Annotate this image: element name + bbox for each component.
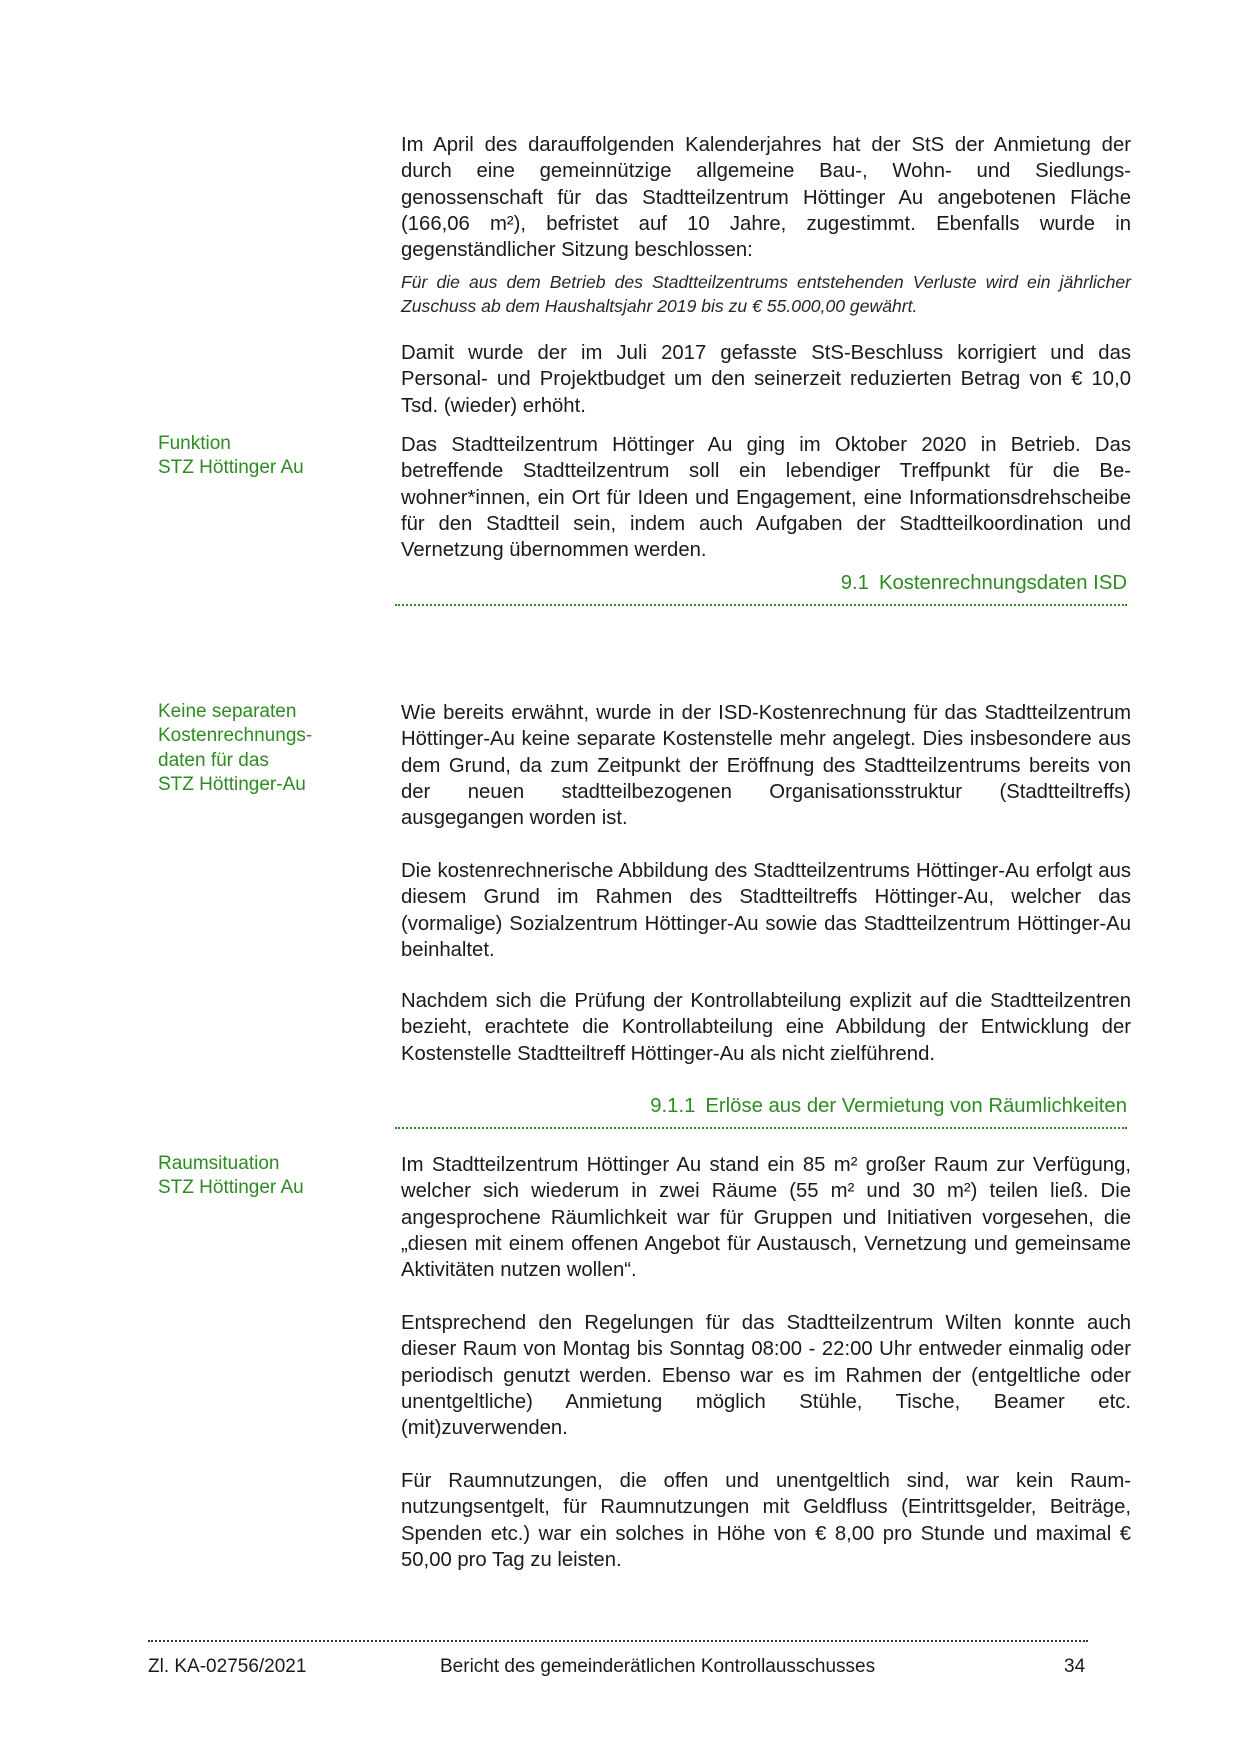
section-heading-9-1-1	[395, 1093, 1127, 1129]
section-title: Erlöse aus der Vermietung von Räumlichkeiten	[705, 1095, 1127, 1117]
margin-note-line: STZ Höttinger Au	[158, 1177, 304, 1199]
margin-note-kostenrechnung	[158, 700, 358, 798]
paragraph-entgelt: Für Raumnutzungen, die offen und unentgeltlich sind, war kein Raumnutzungsentgelt, für Raumnutzungen mit Geldfluss (Eintrittsgelder, Beiträge, Spenden etc.) war ein solches in Höhe von € 8,00 pro Stunde und maximal € 50,00 pro Tag zu leisten.	[401, 1470, 1131, 1571]
footer-reference: Zl. KA-02756/2021	[148, 1656, 307, 1677]
margin-note-line: STZ Höttinger-Au	[158, 774, 306, 796]
margin-note-line: Kostenrechnungs-	[158, 725, 313, 747]
margin-note-line: Raumsituation	[158, 1153, 280, 1174]
section-number: 9.1	[840, 572, 869, 594]
margin-note-line: STZ Höttinger Au	[158, 457, 304, 479]
margin-note-raumsituation	[158, 1152, 358, 1201]
footer-title: Bericht des gemeinderätlichen Kontrollausschusses	[440, 1656, 876, 1677]
footer-divider	[148, 1640, 1088, 1642]
quote-zuschuss: Für die aus dem Betrieb des Stadtteilzentrums entstehenden Verluste wird ein jährlicher Zuschuss ab dem Haushaltsjahr 2019 bis zu € 55.000,00 gewährt.	[401, 272, 1131, 317]
margin-note-line: Funktion	[158, 433, 231, 454]
paragraph-abbildung: Die kostenrechnerische Abbildung des Stadtteilzentrums Höttinger-Au erfolgt aus diesem Grund im Rahmen des Stadtteiltreffs Höttinger-Au, welcher das (vormalige) Sozialzentrum Höttinger-Au sowie das Stadtteilzentrum Höttinger-Au beinhaltet.	[401, 860, 1131, 961]
paragraph-pruefung: Nachdem sich die Prüfung der Kontrollabteilung explizit auf die Stadtteilzentren bezieht, erachtete die Kontrollabteilung eine Abbildung der Entwicklung der Kostenstelle Stadtteiltreff Höttinger-Au als nicht zielführend.	[401, 990, 1131, 1065]
page-number: 34	[1064, 1656, 1086, 1677]
paragraph-beschluss-korrektur: Damit wurde der im Juli 2017 gefasste StS-Beschluss korrigiert und das Personal- und Projektbudget um den seinerzeit reduzierten Betrag von € 10,0 Tsd. (wieder) erhöht.	[401, 342, 1131, 417]
paragraph-raumsituation: Im Stadtteilzentrum Höttinger Au stand ein 85 m² großer Raum zur Verfügung, welcher sich wiederum in zwei Räume (55 m² und 30 m²) teilen ließ. Die angesprochene Räumlichkeit war für Gruppen und Initiativen vorgesehen, die „diesen mit einem offenen Angebot für Austausch, Vernetzung und gemeinsame Aktivitäten nutzen wollen“.	[401, 1154, 1131, 1282]
section-number: 9.1.1	[650, 1095, 696, 1117]
paragraph-funktion: Das Stadtteilzentrum Höttinger Au ging im Oktober 2020 in Betrieb. Das betreffende Stadtteilzentrum soll ein lebendiger Treffpunkt für die Bewohner*innen, ein Ort für Ideen und Engagement, eine Informationsdrehscheibe für den Stadtteil sein, indem auch Aufgaben der Stadtteilkoordination und Vernetzung übernommen werden.	[401, 434, 1131, 562]
margin-note-funktion	[158, 432, 358, 481]
section-heading-9-1	[395, 570, 1127, 606]
margin-note-line: Keine separaten	[158, 701, 297, 722]
paragraph-regelungen: Entsprechend den Regelungen für das Stadtteilzentrum Wilten konnte auch dieser Raum von Montag bis Sonntag 08:00 - 22:00 Uhr entweder einmalig oder periodisch genutzt werden. Ebenso war es im Rahmen der (entgeltliche oder unentgeltliche) Anmietung möglich Stühle, Tische, Beamer etc. (mit)zuverwenden.	[401, 1312, 1131, 1440]
section-title: Kostenrechnungsdaten ISD	[878, 572, 1127, 594]
paragraph-anmietung: Im April des darauffolgenden Kalenderjahres hat der StS der Anmietung der durch eine gemeinnützige allgemeine Bau-, Wohn- und Siedlungsgenossenschaft für das Stadtteilzentrum Höttinger Au angebotenen Fläche (166,06 m²), befristet auf 10 Jahre, zugestimmt. Ebenfalls wurde in gegenständlicher Sitzung beschlossen:	[401, 134, 1131, 262]
margin-note-line: daten für das	[158, 749, 269, 771]
paragraph-kostenstelle: Wie bereits erwähnt, wurde in der ISD-Kostenrechnung für das Stadtteilzentrum Höttinger-Au keine separate Kostenstelle mehr angelegt. Dies insbesondere aus dem Grund, da zum Zeitpunkt der Eröffnung des Stadtteilzentrums bereits von der neuen stadtteilbezogenen Organisationsstruktur (Stadtteiltreffs) ausgegangen worden ist.	[401, 702, 1131, 830]
